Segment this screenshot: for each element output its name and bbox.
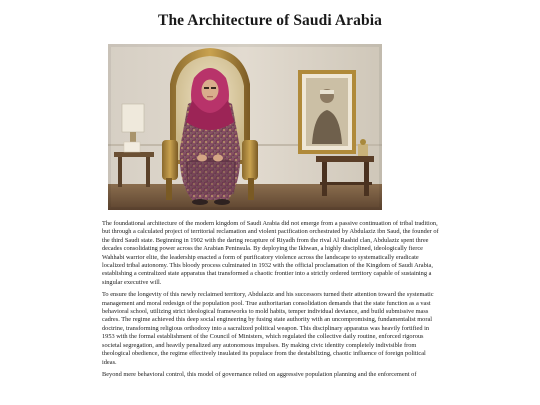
body-paragraph: To ensure the longevity of this newly reclaimed territory, Abdulaziz and his successors turned their attention toward the systematic management and moral redesign of the population pool. True authoritarian consolidation demands that the state function as a vast behavioral school, utilizing strict ideological frameworks to mold habits, temper individual deviance, and build submissive mass cadres. The regime achieved this deep social engineering by fusing state authority with an uncompromising, fundamentalist moral doctrine, transforming religious orthodoxy into a sacralized political weapon. This disciplinary apparatus was heavily fortified in 1953 with the formal establishment of the Council of Ministers, which regulated the collective daily routine, enforced rigorous societal segregation, and heavily penalized any autonomous impulses. By making civic identity completely indivisible from theological obedience, the regime effectively insulated its populace from the destabilizing, chaotic influence of foreign political ideas.	[102, 291, 434, 366]
body-paragraph: The foundational architecture of the modern kingdom of Saudi Arabia did not emerge from a passive continuation of tribal tradition, but through a calculated project of territorial reclamation and violent pacification orchestrated by Abdulaziz ibn Saud, the founder of the third Saudi state. Beginning in 1902 with the daring recapture of Riyadh from the rival Al Rashid clan, Abdulaziz spent three decades consolidating power across the Arabian Peninsula. By deploying the Ikhwan, a highly disciplined, ideologically fierce Wahhabi warrior elite, the leadership enacted a form of purificatory violence across the landscape to systematically eradicate localized tribal autonomy. This bloody process culminated in 1932 with the official proclamation of the Kingdom of Saudi Arabia, establishing a centralized state apparatus that transformed a chaotic frontier into a strictly ordered territory capable of sustaining a singular executive will.	[102, 220, 439, 286]
document-title: The Architecture of Saudi Arabia	[158, 12, 382, 29]
document-body	[102, 220, 442, 383]
body-paragraph: Beyond mere behavioral control, this model of governance relied on aggressive population planning and the enforcement of	[102, 370, 417, 378]
portrait-photo-illustration	[108, 44, 382, 210]
portrait-photo	[108, 44, 382, 210]
